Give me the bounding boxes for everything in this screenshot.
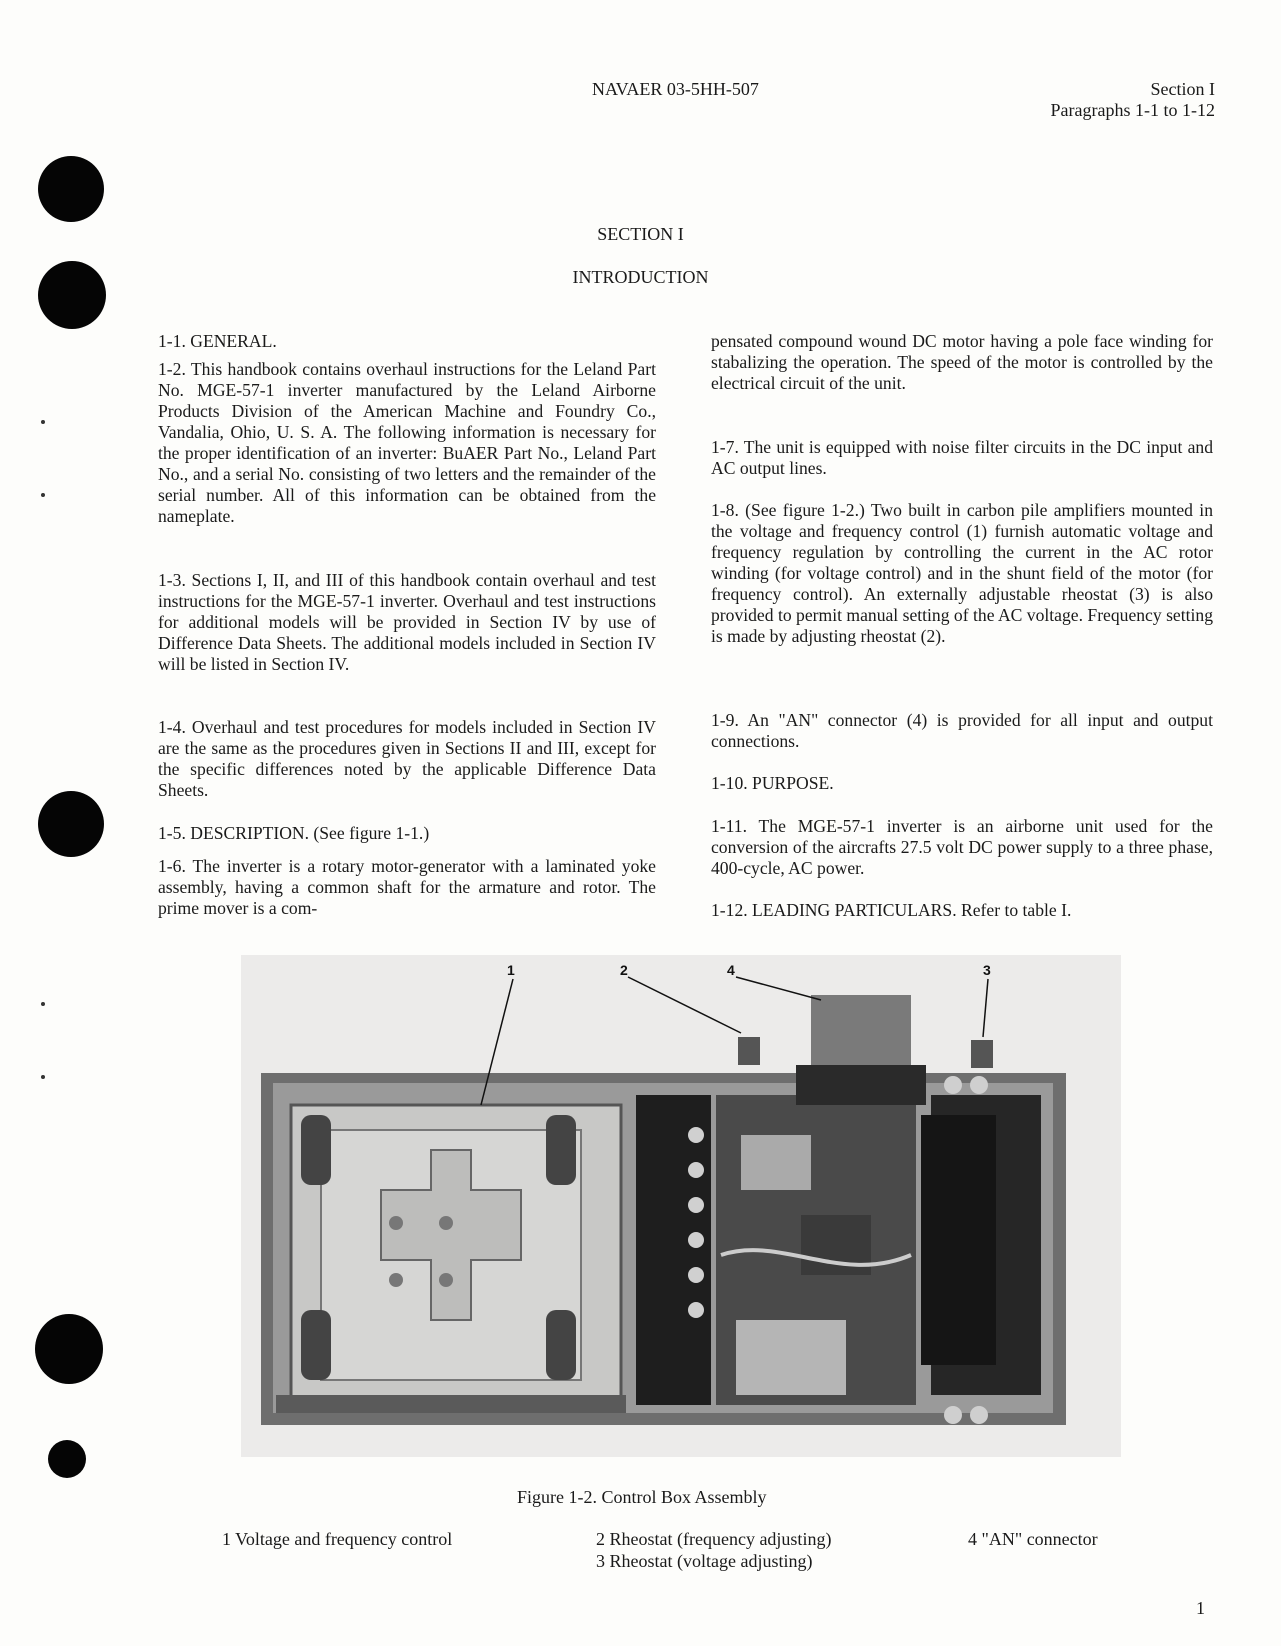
- speck: [41, 420, 45, 424]
- callout-1: 1: [507, 962, 515, 978]
- speck: [41, 1002, 45, 1006]
- legend-item-3: 3 Rheostat (voltage adjusting): [596, 1551, 813, 1571]
- paragraph-1-9: 1-9. An "AN" connector (4) is provided for all input and output connections.: [711, 710, 1213, 751]
- paragraph-1-12: 1-12. LEADING PARTICULARS. Refer to table I.: [711, 900, 1072, 920]
- section-title: SECTION I: [597, 224, 684, 244]
- paragraph-1-11: 1-11. The MGE-57-1 inverter is an airborne unit used for the conversion of the aircrafts 27.5 volt DC power supply to a three phase, 400-cycle, AC power.: [711, 816, 1213, 878]
- control-box-photo: [241, 955, 1121, 1457]
- punch-hole: [35, 1314, 103, 1384]
- callout-2: 2: [620, 962, 628, 978]
- speck: [41, 1075, 45, 1079]
- legend-item-4: 4 "AN" connector: [968, 1529, 1098, 1549]
- header-section: Section I: [1150, 79, 1215, 99]
- paragraph-1-4: 1-4. Overhaul and test procedures for models included in Section IV are the same as the procedures given in Sections II and III, except for the specific differences noted by the applicable Difference Data Sheets.: [158, 717, 656, 800]
- paragraph-1-8: 1-8. (See figure 1-2.) Two built in carbon pile amplifiers mounted in the voltage and frequency control (1) furnish automatic voltage and frequency regulation by controlling the current in the AC rotor winding (for voltage control) and in the shunt field of the motor (for frequency control). An externally adjustable rheostat (3) is also provided to permit manual setting of the AC voltage. Frequency setting is made by adjusting rheostat (2).: [711, 500, 1213, 646]
- figure-caption: Figure 1-2. Control Box Assembly: [517, 1487, 767, 1507]
- punch-hole: [38, 156, 104, 222]
- paragraph-1-1: 1-1. GENERAL.: [158, 331, 277, 351]
- legend-item-2: 2 Rheostat (frequency adjusting): [596, 1529, 832, 1549]
- callout-4: 4: [727, 962, 735, 978]
- paragraph-1-10: 1-10. PURPOSE.: [711, 773, 834, 793]
- legend-item-1: 1 Voltage and frequency control: [222, 1529, 453, 1549]
- paragraph-1-7: 1-7. The unit is equipped with noise filter circuits in the DC input and AC output lines.: [711, 437, 1213, 478]
- punch-hole: [48, 1440, 86, 1478]
- page-number: 1: [1196, 1598, 1205, 1618]
- paragraph-1-6: 1-6. The inverter is a rotary motor-generator with a laminated yoke assembly, having a common shaft for the armature and rotor. The prime mover is a com-: [158, 856, 656, 918]
- callout-3: 3: [983, 962, 991, 978]
- section-subtitle: INTRODUCTION: [572, 267, 709, 287]
- punch-hole: [38, 791, 104, 857]
- paragraph-1-6-continued: pensated compound wound DC motor having a pole face winding for stabalizing the operation. The speed of the motor is controlled by the electrical circuit of the unit.: [711, 331, 1213, 393]
- paragraph-1-3: 1-3. Sections I, II, and III of this handbook contain overhaul and test instructions for the MGE-57-1 inverter. Overhaul and test instructions for additional models will be provided in Section IV by use of Difference Data Sheets. The additional models included in Section IV will be listed in Section IV.: [158, 570, 656, 674]
- header-paragraphs: Paragraphs 1-1 to 1-12: [1050, 100, 1215, 120]
- speck: [41, 493, 45, 497]
- paragraph-1-2: 1-2. This handbook contains overhaul instructions for the Leland Part No. MGE-57-1 inverter manufactured by the Leland Airborne Products Division of the American Machine and Foundry Co., Vandalia, Ohio, U. S. A. The following information is necessary for the proper identification of an inverter: BuAER Part No., Leland Part No., and a serial No. consisting of two letters and the remainder of the serial number. All of this information can be obtained from the nameplate.: [158, 359, 656, 526]
- document-number: NAVAER 03-5HH-507: [592, 79, 759, 99]
- paragraph-1-5: 1-5. DESCRIPTION. (See figure 1-1.): [158, 823, 430, 843]
